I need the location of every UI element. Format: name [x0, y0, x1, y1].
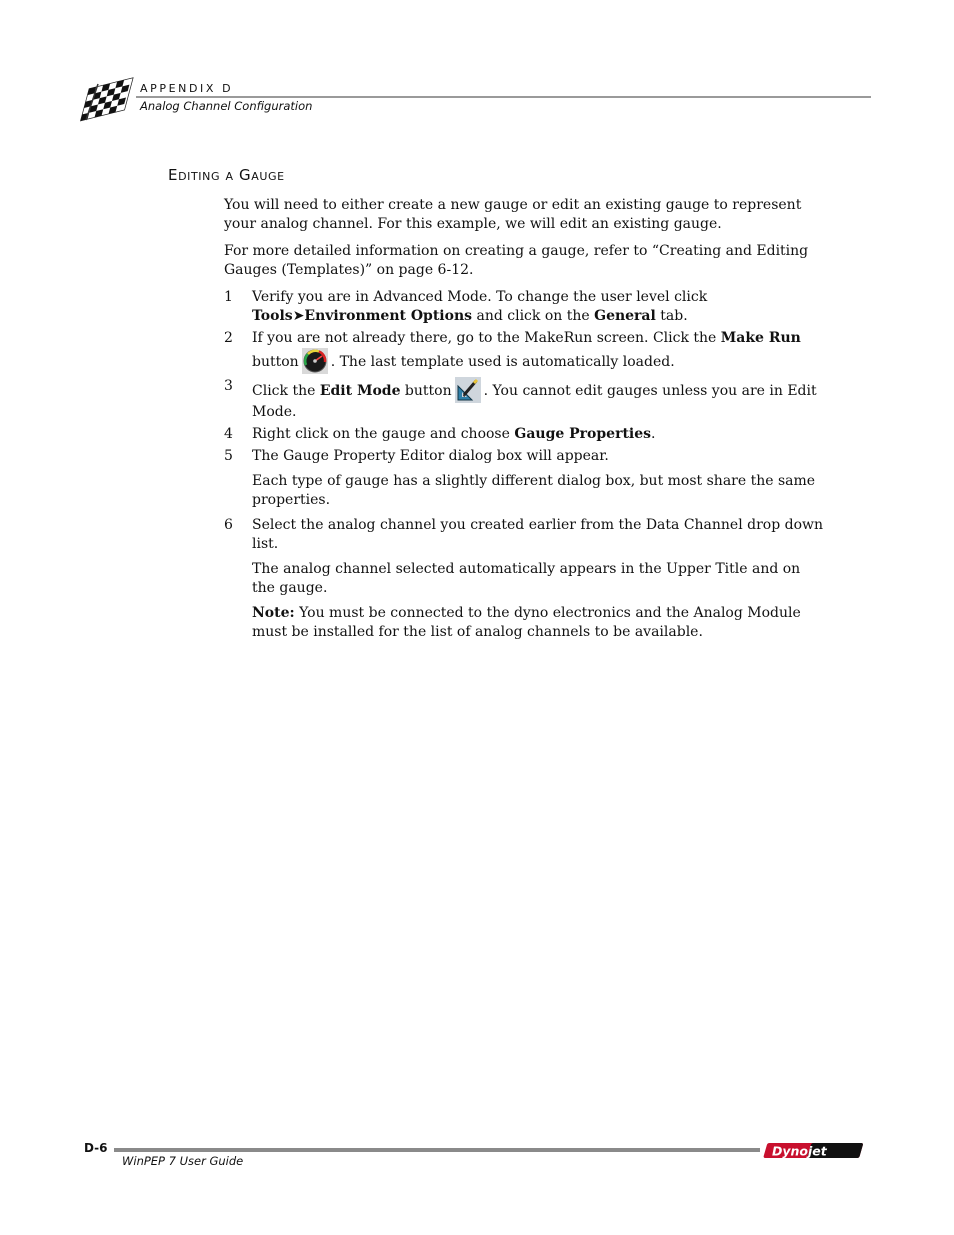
step-subparagraph: The analog channel selected automatically appears in the Upper Title and on the gauge.: [252, 561, 801, 596]
step-text: . The last template used is automatically loaded.: [330, 354, 675, 370]
list-item: [224, 516, 824, 642]
step-text: . You cannot edit gauges unless you are in Edit Mode.: [252, 383, 817, 420]
step-subparagraph: Each type of gauge has a slightly different dialog box, but most share the same properties.: [252, 473, 816, 508]
step-text: .: [651, 426, 656, 442]
note-text: You must be connected to the dyno electronics and the Analog Module must be installed for the list of analog channels to be available.: [252, 605, 801, 640]
edit-mode-icon: [455, 377, 481, 403]
step-number: 3: [224, 378, 233, 394]
intro-paragraph-1: You will need to either create a new gauge or edit an existing gauge to represent your analog channel. For this example, we will edit an existing gauge.: [224, 197, 802, 232]
make-run-label: Make Run: [720, 330, 801, 346]
step-number: 2: [224, 330, 233, 346]
header-rule: [136, 96, 871, 98]
step-text: Right click on the gauge and choose: [252, 426, 515, 442]
logo-text: Dynojet: [772, 1143, 827, 1159]
step-number: 1: [224, 289, 233, 305]
list-item: [224, 447, 824, 510]
note: [252, 604, 824, 642]
menu-tools: Tools: [252, 308, 293, 324]
header-appendix-label: APPENDIX D: [140, 82, 234, 95]
menu-arrow-icon: ➤: [292, 308, 305, 324]
footer-guide-title: WinPEP 7 User Guide: [122, 1154, 244, 1168]
edit-mode-label: Edit Mode: [319, 383, 401, 399]
document-body: [224, 196, 824, 648]
intro-paragraph-2: For more detailed information on creating a gauge, refer to “Creating and Editing Gauges (Templates)” on page 6-12.: [224, 243, 809, 278]
make-run-gauge-icon: [302, 348, 328, 374]
checkered-flag-icon: [80, 76, 134, 122]
dynojet-logo: [762, 1141, 866, 1161]
step-list: [224, 288, 824, 642]
header-section-title: Analog Channel Configuration: [140, 99, 313, 113]
footer-rule: [114, 1148, 760, 1152]
section-heading: Editing a Gauge: [168, 166, 285, 184]
step-text: If you are not already there, go to the MakeRun screen. Click the: [252, 330, 721, 346]
step-text: button: [252, 354, 299, 370]
tab-general: General: [594, 308, 656, 324]
step-text: Verify you are in Advanced Mode. To change the user level click: [252, 289, 708, 305]
step-number: 4: [224, 426, 233, 442]
gauge-properties-label: Gauge Properties: [514, 426, 652, 442]
page-number: D-6: [84, 1141, 108, 1155]
step-text: The Gauge Property Editor dialog box will appear.: [252, 448, 609, 464]
list-item: [224, 377, 824, 422]
step-text: button: [400, 383, 452, 399]
menu-environment-options: Environment Options: [304, 308, 473, 324]
step-number: 5: [224, 448, 233, 464]
note-label: Note:: [252, 605, 295, 621]
list-item: [224, 425, 824, 444]
step-number: 6: [224, 517, 233, 533]
list-item: [224, 288, 824, 326]
step-text: Click the: [252, 383, 320, 399]
list-item: [224, 329, 824, 374]
step-text: tab.: [655, 308, 688, 324]
step-text: and click on the: [472, 308, 595, 324]
step-text: Select the analog channel you created earlier from the Data Channel drop down list.: [252, 517, 824, 552]
